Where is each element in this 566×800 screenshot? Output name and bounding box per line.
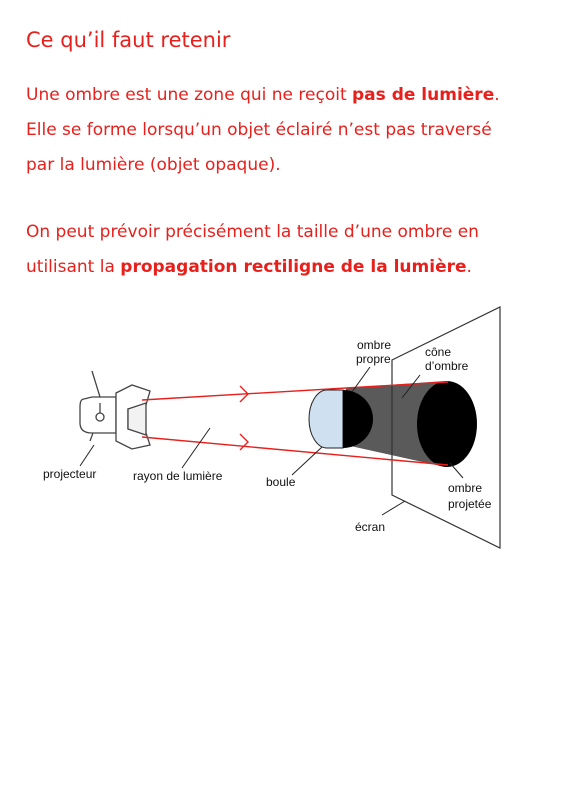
label-cone: d’ombre — [425, 359, 469, 373]
page-title: Ce qu’il faut retenir — [26, 28, 231, 52]
projected-shadow — [417, 381, 477, 467]
text: Une ombre est une zone qui ne reçoit — [26, 85, 353, 105]
paragraph-line: par la lumière (objet opaque). — [26, 155, 281, 175]
text: . — [466, 257, 472, 277]
text: utilisant la — [26, 257, 121, 277]
bold-text: pas de lumière — [352, 85, 495, 105]
label-ombre-propre: ombre — [357, 338, 392, 352]
text: . — [494, 85, 500, 105]
label-ombre-projetee: projetée — [448, 497, 492, 511]
paragraph-definition — [26, 78, 546, 183]
paragraph-line: Elle se forme lorsqu’un objet éclairé n’est pas traversé — [26, 120, 492, 140]
label-projecteur: projecteur — [43, 467, 97, 481]
label-cone: cône — [425, 345, 452, 359]
label-rayon: rayon de lumière — [133, 469, 223, 483]
label-ombre-propre: propre — [356, 352, 391, 366]
label-ecran: écran — [355, 520, 386, 534]
paragraph-prediction — [26, 215, 546, 285]
label-ombre-projetee: ombre — [448, 481, 483, 495]
label-boule: boule — [266, 475, 296, 489]
ball-lit-side — [309, 390, 343, 448]
shadow-diagram — [0, 295, 566, 560]
paragraph-line: On peut prévoir précisément la taille d’une ombre en — [26, 222, 479, 242]
bold-text: propagation rectiligne de la lumière — [120, 257, 467, 277]
projector-icon — [80, 371, 150, 449]
paragraph-line — [26, 78, 546, 113]
paragraph-line — [26, 250, 546, 285]
